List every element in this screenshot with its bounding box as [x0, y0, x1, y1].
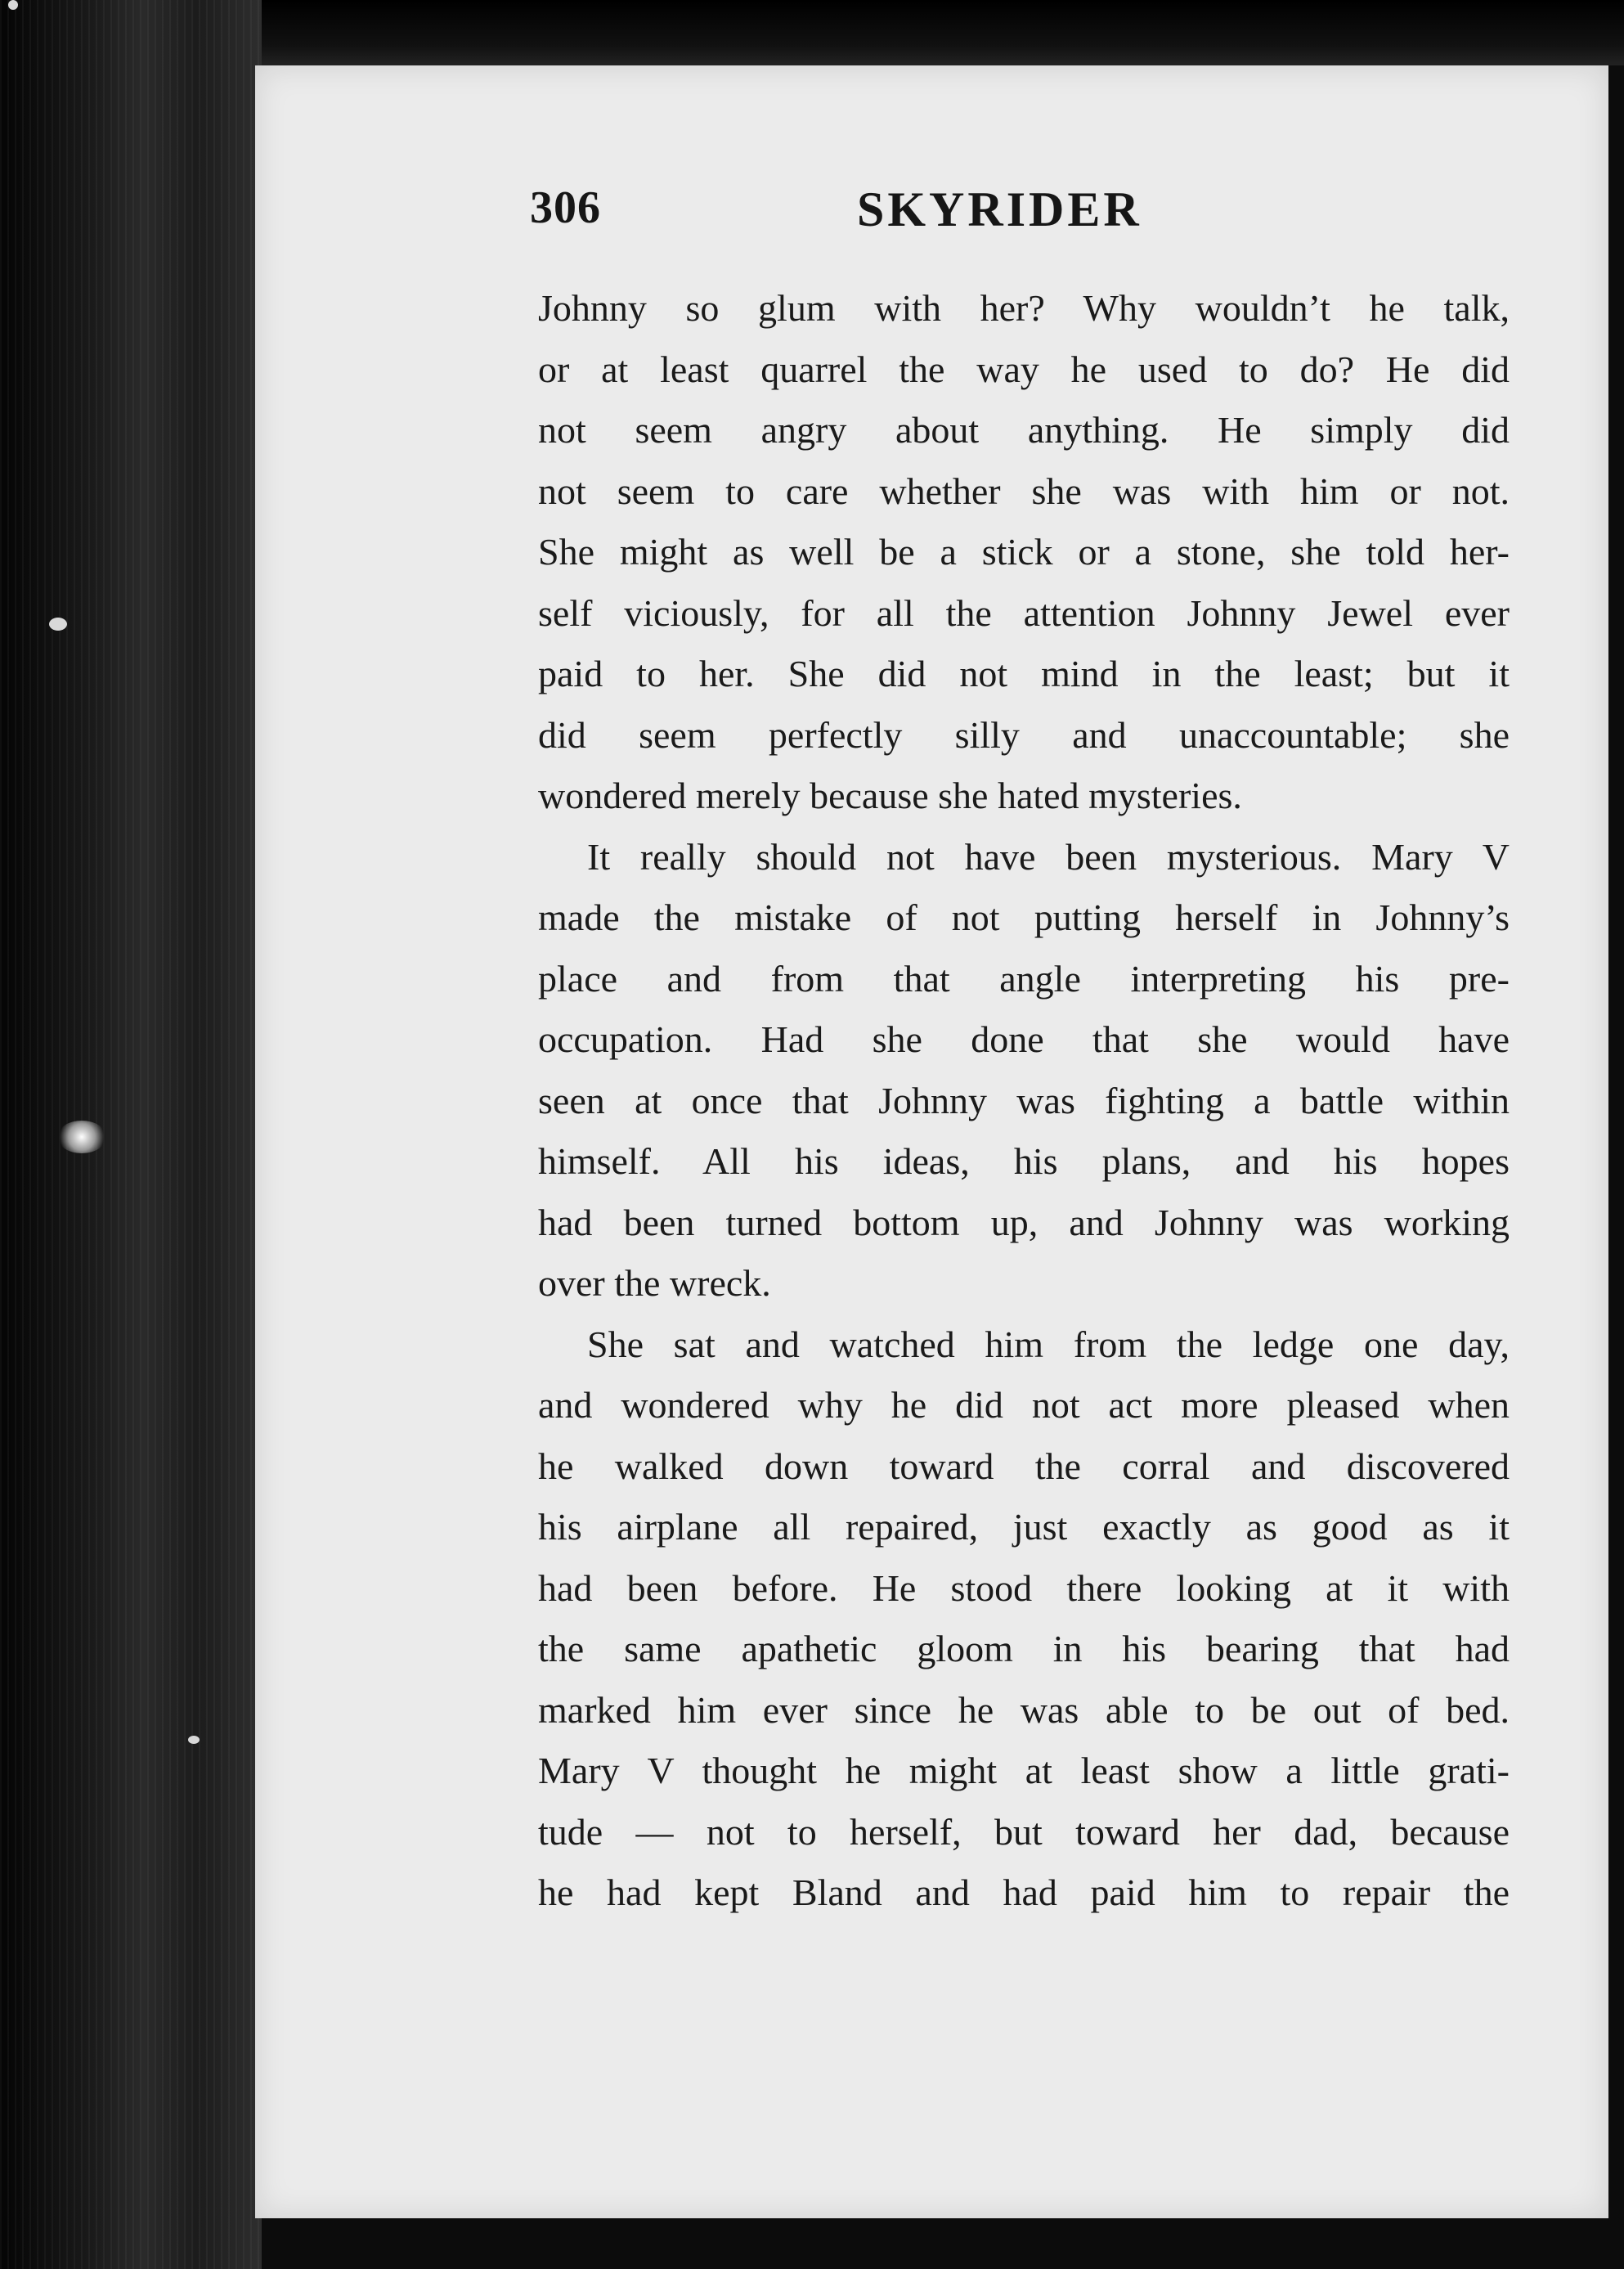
- text-line: himself. All his ideas, his plans, and his hopes: [538, 1140, 1510, 1182]
- text-line: not seem to care whether she was with him or not.: [538, 470, 1510, 512]
- text-line: self viciously, for all the attention Johnny Jewel ever: [538, 591, 1510, 634]
- text-line: he had kept Bland and had paid him to repair the: [538, 1871, 1510, 1913]
- text-line: and wondered why he did not act more pleased when: [538, 1384, 1510, 1426]
- text-line: the same apathetic gloom in his bearing that had: [538, 1628, 1510, 1669]
- book-spine-edge: [0, 0, 262, 2269]
- text-line: or at least quarrel the way he used to do? He did: [538, 348, 1510, 390]
- running-head: [530, 182, 1429, 255]
- text-line: wondered merely because she hated mysteries.: [538, 775, 1242, 816]
- text-line: seen at once that Johnny was fighting a battle within: [538, 1079, 1510, 1121]
- body-text: [538, 278, 1510, 1924]
- paragraph: [538, 827, 1510, 1314]
- text-line: his airplane all repaired, just exactly as good as it: [538, 1506, 1510, 1548]
- text-line: tude — not to herself, but toward her dad, because: [538, 1810, 1510, 1853]
- paragraph: [538, 278, 1510, 827]
- dust-speck: [49, 618, 67, 631]
- text-line: over the wreck.: [538, 1262, 771, 1304]
- text-line: made the mistake of not putting herself in Johnny’s: [538, 896, 1510, 938]
- text-line: She sat and watched him from the ledge one day,: [587, 1323, 1510, 1365]
- text-line: Johnny so glum with her? Why wouldn’t he talk,: [538, 287, 1510, 329]
- text-line: not seem angry about anything. He simply did: [538, 409, 1510, 451]
- dust-speck: [188, 1736, 200, 1744]
- text-line: It really should not have been mysterious. Mary V: [587, 835, 1510, 878]
- text-line: did seem perfectly silly and unaccountable; she: [538, 713, 1510, 756]
- text-line: paid to her. She did not mind in the least; but it: [538, 653, 1510, 694]
- running-title: SKYRIDER: [857, 182, 1142, 236]
- text-line: marked him ever since he was able to be out of bed.: [538, 1688, 1510, 1731]
- text-line: had been turned bottom up, and Johnny was working: [538, 1201, 1510, 1243]
- text-line: place and from that angle interpreting his pre-: [538, 957, 1510, 1000]
- dust-speck: [8, 0, 18, 10]
- page-number: 306: [530, 182, 601, 233]
- paragraph: [538, 1314, 1510, 1924]
- text-line: he walked down toward the corral and discovered: [538, 1445, 1510, 1487]
- text-line: Mary V thought he might at least show a little grati-: [538, 1750, 1510, 1791]
- text-line: She might as well be a stick or a stone, she told her-: [538, 531, 1510, 573]
- text-line: occupation. Had she done that she would have: [538, 1018, 1510, 1060]
- text-line: had been before. He stood there looking at it with: [538, 1566, 1510, 1609]
- dust-speck: [57, 1121, 106, 1153]
